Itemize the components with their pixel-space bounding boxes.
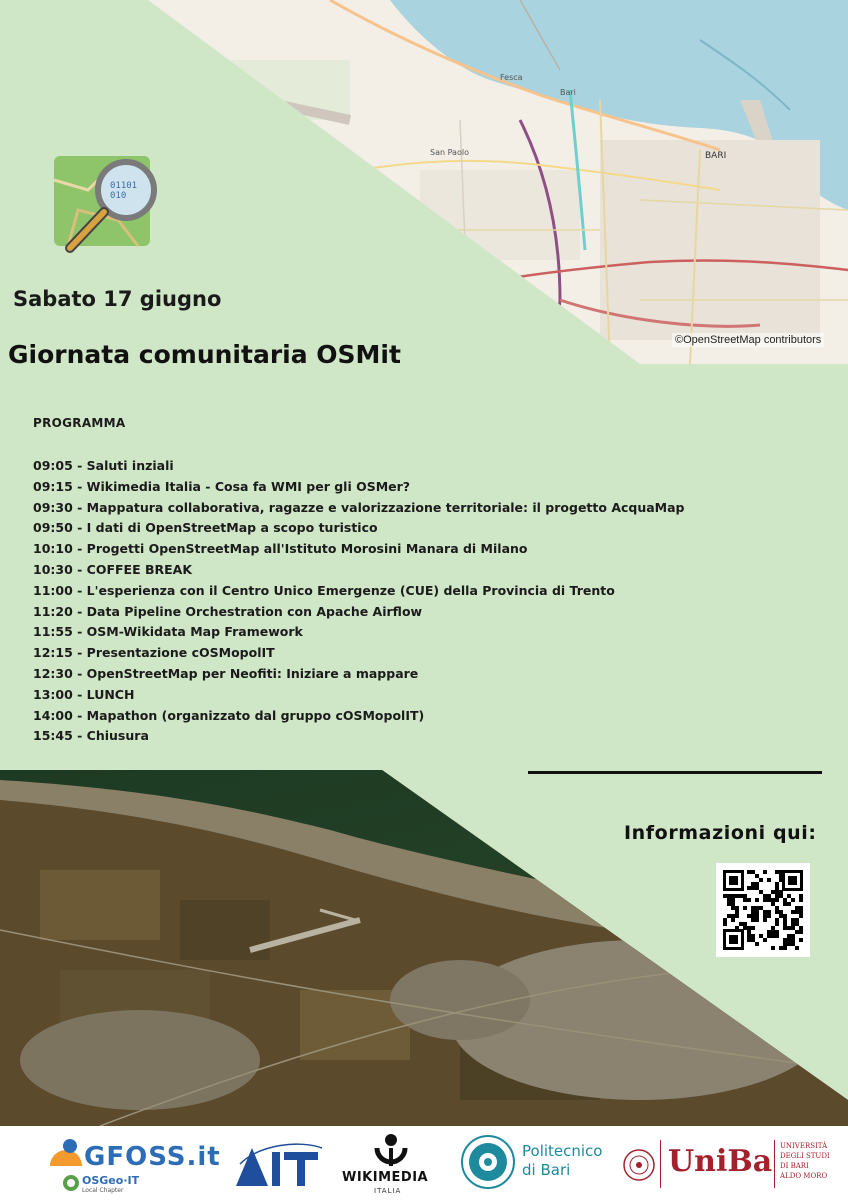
poliba-line1: Politecnico [522,1142,603,1160]
osgeo-icon [62,1174,80,1192]
programme-item: 12:15 - Presentazione cOSMopolIT [33,645,275,661]
qr-module [747,930,751,934]
qr-module [755,882,759,886]
qr-module [751,926,755,930]
qr-module [751,870,755,874]
qr-module [731,914,735,918]
qr-module [799,926,803,930]
qr-module [775,918,779,922]
qr-module [779,914,783,918]
qr-module [731,902,735,906]
qr-module [755,918,759,922]
svg-text:01101: 01101 [110,181,138,191]
qr-module [739,894,743,898]
wikimedia-mark-icon [374,1132,408,1168]
qr-module [755,910,759,914]
uniba-divider-2 [774,1140,775,1188]
qr-module [795,930,799,934]
qr-module [783,942,787,946]
qr-module [799,894,803,898]
qr-module [795,906,799,910]
qr-module [743,894,747,898]
qr-module [779,890,783,894]
qr-module [775,930,779,934]
poliba-logo[interactable] [460,1134,610,1194]
qr-module [727,898,731,902]
programme-item: 10:10 - Progetti OpenStreetMap all'Istituto Morosini Manara di Milano [33,541,528,557]
qr-module [795,922,799,926]
qr-module [795,910,799,914]
qr-module [735,926,739,930]
qr-module [767,894,771,898]
programme-item: 09:50 - I dati di OpenStreetMap a scopo turistico [33,520,378,536]
qr-module [783,918,787,922]
sponsor-footer [0,1126,848,1200]
qr-module [759,878,763,882]
qr-module [735,894,739,898]
qr-module [787,902,791,906]
uniba-name: UniBa [668,1144,773,1179]
qr-module [767,910,771,914]
qr-module [775,890,779,894]
uniba-line1: UNIVERSITÀ [780,1142,828,1150]
qr-module [787,938,791,942]
svg-text:San Paolo: San Paolo [430,148,469,157]
qr-module [751,910,755,914]
qr-module [799,910,803,914]
qr-module [767,898,771,902]
qr-module [799,906,803,910]
qr-module [799,938,803,942]
programme-item: 12:30 - OpenStreetMap per Neofiti: Iniziare a mappare [33,665,419,681]
svg-text:Bari: Bari [560,88,576,97]
qr-module [775,922,779,926]
qr-module [747,934,751,938]
qr-module [771,926,775,930]
qr-module [771,890,775,894]
programme-item: 10:30 - COFFEE BREAK [33,561,193,577]
qr-module [751,918,755,922]
qr-module [783,898,787,902]
qr-module [787,926,791,930]
qr-module [771,930,775,934]
qr-module [759,890,763,894]
qr-module [763,914,767,918]
ait-mark-icon [230,1134,326,1194]
qr-module [783,914,787,918]
qr-module [775,910,779,914]
qr-module [771,898,775,902]
qr-module [783,922,787,926]
programme-item: 15:45 - Chiusura [33,728,149,744]
qr-module [791,942,795,946]
divider-line [528,771,822,774]
osgeo-chapter: Local Chapter [82,1187,124,1194]
qr-module [743,922,747,926]
qr-module [767,930,771,934]
programme-item: 09:05 - Saluti inziali [33,458,174,473]
qr-module [799,914,803,918]
qr-module [767,934,771,938]
programme-item: 11:00 - L'esperienza con il Centro Unico Emergenze (CUE) della Provincia di Trento [33,582,615,598]
qr-module [743,898,747,902]
qr-module [787,894,791,898]
info-label: Informazioni qui: [624,822,817,844]
qr-module [723,918,727,922]
osgeo-name: OSGeo·IT [82,1174,140,1187]
qr-module [755,914,759,918]
programme-list [33,456,685,747]
qr-module [755,874,759,878]
qr-module [727,914,731,918]
svg-text:BARI: BARI [705,151,727,161]
qr-module [743,926,747,930]
qr-module [775,906,779,910]
qr-module [775,898,779,902]
qr-module [787,942,791,946]
uniba-line3: DI BARI [780,1162,809,1170]
qr-module [747,886,751,890]
wikimedia-logo[interactable] [340,1132,440,1198]
qr-module [739,922,743,926]
qr-module [727,902,731,906]
qr-module [791,934,795,938]
qr-module [767,914,771,918]
uniba-line4: ALDO MORO [780,1172,828,1180]
qr-module [747,914,751,918]
qr-module [783,938,787,942]
qr-code-icon[interactable] [716,863,810,957]
qr-module [735,914,739,918]
qr-module [783,926,787,930]
qr-module [755,942,759,946]
ait-logo[interactable] [230,1134,326,1194]
qr-module [779,870,783,874]
event-title: Giornata comunitaria OSMit [8,340,401,369]
qr-module [723,894,727,898]
qr-module [747,870,751,874]
uniba-line2: DEGLI STUDI [780,1152,830,1160]
qr-module [763,910,767,914]
qr-module [795,946,799,950]
qr-module [751,882,755,886]
qr-module [775,886,779,890]
map-attribution[interactable]: ©OpenStreetMap contributors [672,333,824,347]
qr-code-graphic [716,863,810,957]
qr-module [763,918,767,922]
qr-module [779,874,783,878]
qr-module [791,918,795,922]
qr-module [787,934,791,938]
qr-module [783,902,787,906]
qr-module [775,894,779,898]
wikimedia-name: WIKIMEDIA [342,1170,429,1185]
qr-module [751,938,755,942]
qr-module [727,894,731,898]
qr-module [791,910,795,914]
qr-module [755,886,759,890]
qr-module [723,922,727,926]
uniba-seal-icon [622,1148,656,1182]
wikimedia-sub: ITALIA [374,1187,402,1195]
qr-module [791,926,795,930]
gfoss-name: GFOSS.it [84,1142,221,1172]
svg-text:010: 010 [110,191,127,201]
qr-module [731,898,735,902]
uniba-logo[interactable] [622,1136,832,1192]
qr-module [771,934,775,938]
qr-module [755,898,759,902]
programme-item: 11:20 - Data Pipeline Orchestration con Apache Airflow [33,603,423,619]
programme-item: 09:30 - Mappatura collaborativa, ragazze e valorizzazione territoriale: il progetto AcquaMap [33,499,685,515]
programme-heading: PROGRAMMA [33,416,126,430]
programme-item: 13:00 - LUNCH [33,686,135,702]
qr-module [799,898,803,902]
programme-item: 11:55 - OSM-Wikidata Map Framework [33,624,303,640]
qr-module [775,882,779,886]
qr-module [731,894,735,898]
event-date: Sabato 17 giugno [13,287,222,311]
qr-module [747,898,751,902]
poliba-line2: di Bari [522,1161,571,1179]
qr-module [751,934,755,938]
qr-module [763,870,767,874]
qr-module [751,906,755,910]
uniba-divider [660,1140,661,1188]
qr-module [763,894,767,898]
qr-module [763,898,767,902]
qr-module [755,906,759,910]
qr-module [799,930,803,934]
openstreetmap-logo-icon [48,150,160,256]
qr-module [763,938,767,942]
qr-module [743,906,747,910]
qr-module [779,910,783,914]
qr-module [775,870,779,874]
qr-module [779,878,783,882]
programme-item: 09:15 - Wikimedia Italia - Cosa fa WMI per gli OSMer? [33,478,411,494]
qr-module [735,906,739,910]
qr-module [779,894,783,898]
qr-module [747,938,751,942]
gfoss-globe-icon [44,1134,84,1168]
poliba-seal-icon [460,1134,516,1190]
qr-module [775,934,779,938]
qr-module [791,922,795,926]
qr-module [783,946,787,950]
qr-module [767,878,771,882]
qr-module [771,946,775,950]
qr-module [791,938,795,942]
qr-module [731,906,735,910]
qr-module [751,914,755,918]
qr-module [747,926,751,930]
qr-module [731,918,735,922]
qr-module [771,902,775,906]
qr-module [751,886,755,890]
qr-module [759,906,763,910]
qr-module [759,934,763,938]
qr-module [735,910,739,914]
programme-item: 14:00 - Mapathon (organizzato dal gruppo cOSMopolIT) [33,707,425,723]
qr-module [795,918,799,922]
qr-module [779,946,783,950]
gfoss-logo[interactable] [44,1134,221,1196]
svg-text:Fesca: Fesca [500,73,523,82]
qr-module [791,898,795,902]
